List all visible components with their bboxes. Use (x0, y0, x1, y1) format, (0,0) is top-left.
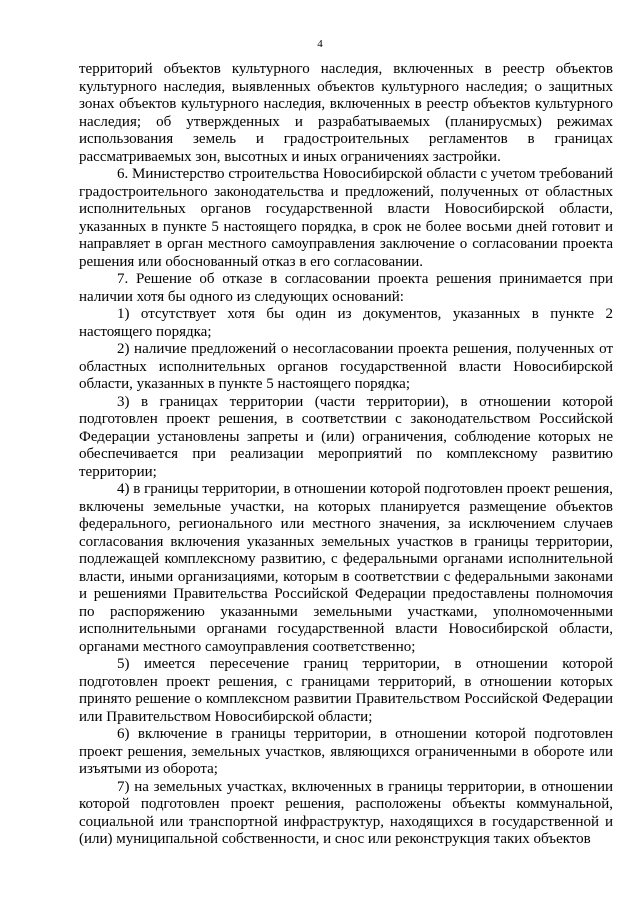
subitem-1: 1) отсутствует хотя бы один из документов, указанных в пункте 2 настоящего порядка; (79, 306, 613, 340)
subitem-4: 4) в границы территории, в отношении которой подготовлен проект решения, включены земельные участки, на которых планируется размещение объектов федерального, регионального или местного значения, за исключением случаев согласования включения указанных земельных участков в границы территории, подлежащей комплексному развитию, с федеральными органами исполнительной власти, иными организациями, которым в соответствии с федеральными законами и решениями Правительства Российской Федерации предоставлены полномочия по распоряжению указанными земельными участками, уполномоченными исполнительными органами государственной власти Новосибирской области, органами местного самоуправления соответственно; (79, 481, 613, 655)
document-body (79, 61, 613, 849)
page-number: 4 (317, 38, 323, 50)
subitem-6: 6) включение в границы территории, в отношении которой подготовлен проект решения, земельных участков, являющихся ограниченными в обороте или изъятыми из оборота; (79, 726, 613, 777)
subitem-3: 3) в границах территории (части территории), в отношении которой подготовлен проект решения, в соответствии с законодательством Российской Федерации установлены запреты и (или) ограничения, соблюдение которых не обеспечивается при реализации мероприятий по комплексному развитию территории; (79, 393, 613, 480)
subitem-5: 5) имеется пересечение границ территории, в отношении которой подготовлен проект решения, с границами территорий, в отношении которых принято решение о комплексном развитии Правительством Российской Федерации или Правительством Новосибирской области; (79, 656, 613, 725)
paragraph-item-7: 7. Решение об отказе в согласовании проекта решения принимается при наличии хотя бы одного из следующих оснований: (79, 271, 613, 305)
paragraph-item-6: 6. Министерство строительства Новосибирской области с учетом требований градостроительного законодательства и предложений, полученных от областных исполнительных органов государственной власти Новосибирской области, указанных в пункте 5 настоящего порядка, в срок не более восьми дней готовит и направляет в орган местного самоуправления заключение о согласовании проекта решения или обоснованный отказ в его согласовании. (79, 166, 613, 270)
subitem-2: 2) наличие предложений о несогласовании проекта решения, полученных от областных исполнительных органов государственной власти Новосибирской области, указанных в пункте 5 настоящего порядка; (79, 341, 613, 392)
subitem-7: 7) на земельных участках, включенных в границы территории, в отношении которой подготовлен проект решения, расположены объекты коммунальной, социальной или транспортной инфраструктур, находящихся в государственной и (или) муниципальной собственности, и снос или реконструкция таких объектов (79, 778, 613, 847)
paragraph-continuation: территорий объектов культурного наследия, включенных в реестр объектов культурного наследия, выявленных объектов культурного наследия; о защитных зонах объектов культурного наследия, включенных в реестр объектов культурного наследия; об утвержденных и разрабатываемых (планирусмых) режимах использования земель и градостроительных регламентов в границах рассматриваемых зон, высотных и иных ограничениях застройки. (79, 61, 613, 165)
